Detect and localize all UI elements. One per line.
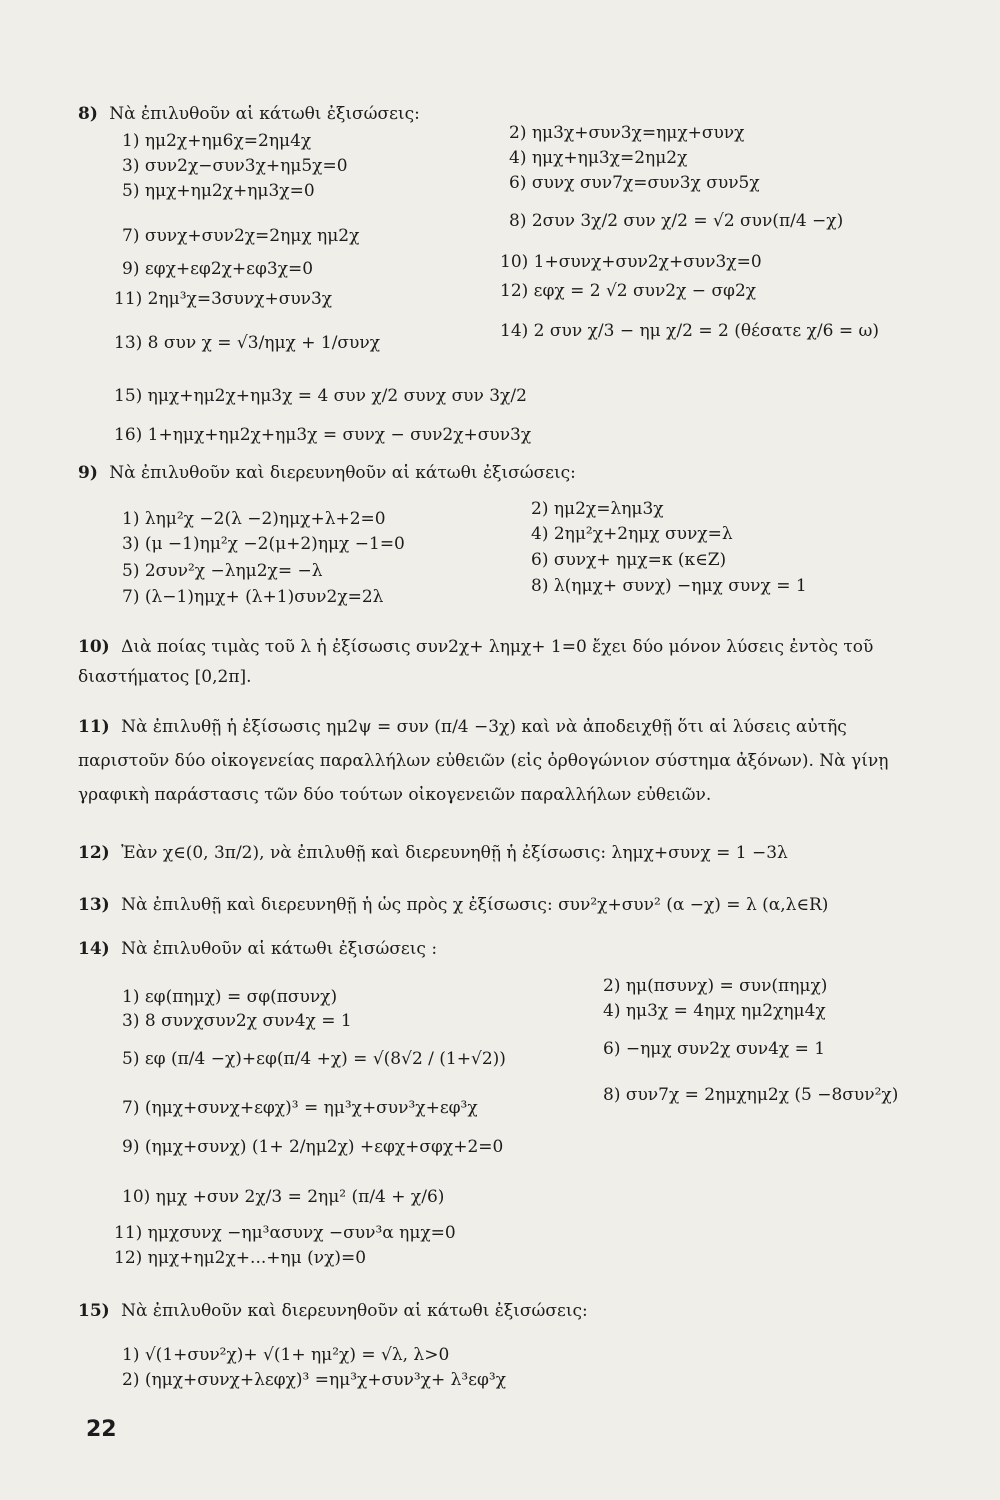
equation: 3) (μ −1)ημ²χ −2(μ+2)ημχ −1=0 [122, 534, 405, 554]
equation: 5) ημχ+ημ2χ+ημ3χ=0 [122, 181, 315, 201]
equation: 3) 8 συνχσυν2χ συν4χ = 1 [122, 1011, 352, 1031]
equation: 3) συν2χ−συν3χ+ημ5χ=0 [122, 156, 348, 176]
exercise-14-heading [78, 938, 437, 960]
exercise-number: 10) [78, 637, 110, 657]
equation: 9) (ημχ+συνχ) (1+ 2/ημ2χ) +εφχ+σφχ+2=0 [122, 1137, 504, 1157]
equation: 8) λ(ημχ+ συνχ) −ημχ συνχ = 1 [531, 576, 807, 596]
equation: 6) συνχ συν7χ=συν3χ συν5χ [509, 173, 760, 193]
exercise-9-heading [78, 462, 576, 484]
equation: 4) ημ3χ = 4ημχ ημ2χημ4χ [603, 1001, 826, 1021]
equation: 7) (λ−1)ημχ+ (λ+1)συν2χ=2λ [122, 587, 384, 607]
exercise-8-heading [78, 103, 420, 125]
equation: 7) συνχ+συν2χ=2ημχ ημ2χ [122, 226, 360, 246]
equation: 14) 2 συν χ/3 − ημ χ/2 = 2 (θέσατε χ/6 = ω) [500, 321, 879, 341]
equation: 11) ημχσυνχ −ημ³ασυνχ −συν³α ημχ=0 [114, 1223, 456, 1243]
exercise-13 [78, 890, 938, 920]
exercise-text: Ἐὰν χ∈(0, 3π/2), νὰ ἐπιλυθῇ καὶ διερευνηθῇ ἡ ἐξίσωσις: λημχ+συνχ = 1 −3λ [121, 843, 788, 863]
equation: 10) 1+συνχ+συν2χ+συν3χ=0 [500, 252, 762, 272]
exercise-text: Νὰ ἐπιλυθῇ ἡ ἐξίσωσις ημ2ψ = συν (π/4 −3χ) καὶ νὰ ἀποδειχθῇ ὅτι αἱ λύσεις αὐτῆς παριστοῦν δύο οἰκογενείας παραλλήλων εὐθειῶν (εἰς ὀρθογώνιον σύστημα ἀξόνων). Νὰ γίνῃ γραφικὴ παράστασις τῶν δύο τούτων οἰκογενειῶν παραλλήλων εὐθειῶν. [78, 717, 889, 805]
equation: 8) 2συν 3χ/2 συν χ/2 = √2 συν(π/4 −χ) [509, 211, 844, 231]
exercise-15-heading [78, 1300, 588, 1322]
exercise-number: 12) [78, 843, 110, 863]
exercise-number: 9) [78, 463, 98, 483]
exercise-title: Νὰ ἐπιλυθοῦν αἱ κάτωθι ἐξισώσεις : [121, 939, 438, 959]
equation: 1) λημ²χ −2(λ −2)ημχ+λ+2=0 [122, 509, 386, 529]
equation: 16) 1+ημχ+ημ2χ+ημ3χ = συνχ − συν2χ+συν3χ [114, 425, 532, 445]
equation: 12) εφχ = 2 √2 συν2χ − σφ2χ [500, 281, 757, 301]
equation: 13) 8 συν χ = √3/ημχ + 1/συνχ [114, 333, 380, 353]
equation: 12) ημχ+ημ2χ+...+ημ (νχ)=0 [114, 1248, 367, 1268]
page-number: 22 [86, 1417, 117, 1442]
equation: 9) εφχ+εφ2χ+εφ3χ=0 [122, 259, 314, 279]
equation: 5) 2συν²χ −λημ2χ= −λ [122, 561, 323, 581]
equation: 11) 2ημ³χ=3συνχ+συν3χ [114, 289, 333, 309]
exercise-text: Διὰ ποίας τιμὰς τοῦ λ ἡ ἐξίσωσις συν2χ+ λημχ+ 1=0 ἔχει δύο μόνον λύσεις ἐντὸς τοῦ διαστήματος [0,2π]. [78, 637, 874, 687]
equation: 2) ημ2χ=λημ3χ [531, 499, 664, 519]
exercise-number: 13) [78, 895, 110, 915]
equation: 15) ημχ+ημ2χ+ημ3χ = 4 συν χ/2 συνχ συν 3χ/2 [114, 386, 527, 406]
equation: 1) ημ2χ+ημ6χ=2ημ4χ [122, 131, 312, 151]
exercise-number: 11) [78, 717, 110, 737]
exercise-title: Νὰ ἐπιλυθοῦν καὶ διερευνηθοῦν αἱ κάτωθι ἐξισώσεις: [121, 1301, 588, 1321]
exercise-11 [78, 710, 938, 812]
equation: 6) συνχ+ ημχ=κ (κ∈Ζ) [531, 550, 727, 570]
equation: 10) ημχ +συν 2χ/3 = 2ημ² (π/4 + χ/6) [122, 1187, 445, 1207]
exercise-10 [78, 632, 938, 692]
equation: 1) εφ(πημχ) = σφ(πσυνχ) [122, 987, 338, 1007]
exercise-text: Νὰ ἐπιλυθῇ καὶ διερευνηθῇ ἡ ὡς πρὸς χ ἐξίσωσις: συν²χ+συν² (α −χ) = λ (α,λ∈R) [121, 895, 829, 915]
equation: 4) 2ημ²χ+2ημχ συνχ=λ [531, 524, 733, 544]
exercise-number: 8) [78, 104, 98, 124]
exercise-number: 15) [78, 1301, 110, 1321]
equation: 2) ημ(πσυνχ) = συν(πημχ) [603, 976, 828, 996]
exercise-number: 14) [78, 939, 110, 959]
equation: 8) συν7χ = 2ημχημ2χ (5 −8συν²χ) [603, 1085, 899, 1105]
equation: 6) −ημχ συν2χ συν4χ = 1 [603, 1039, 826, 1059]
exercise-12 [78, 838, 938, 868]
equation: 4) ημχ+ημ3χ=2ημ2χ [509, 148, 688, 168]
equation: 2) (ημχ+συνχ+λεφχ)³ =ημ³χ+συν³χ+ λ³εφ³χ [122, 1370, 507, 1390]
equation: 1) √(1+συν²χ)+ √(1+ ημ²χ) = √λ, λ>0 [122, 1345, 450, 1365]
equation: 7) (ημχ+συνχ+εφχ)³ = ημ³χ+συν³χ+εφ³χ [122, 1098, 478, 1118]
equation: 2) ημ3χ+συν3χ=ημχ+συνχ [509, 123, 745, 143]
exercise-title: Νὰ ἐπιλυθοῦν καὶ διερευνηθοῦν αἱ κάτωθι ἐξισώσεις: [109, 463, 576, 483]
equation: 5) εφ (π/4 −χ)+εφ(π/4 +χ) = √(8√2 / (1+√2)) [122, 1049, 506, 1069]
exercise-title: Νὰ ἐπιλυθοῦν αἱ κάτωθι ἐξισώσεις: [109, 104, 420, 124]
